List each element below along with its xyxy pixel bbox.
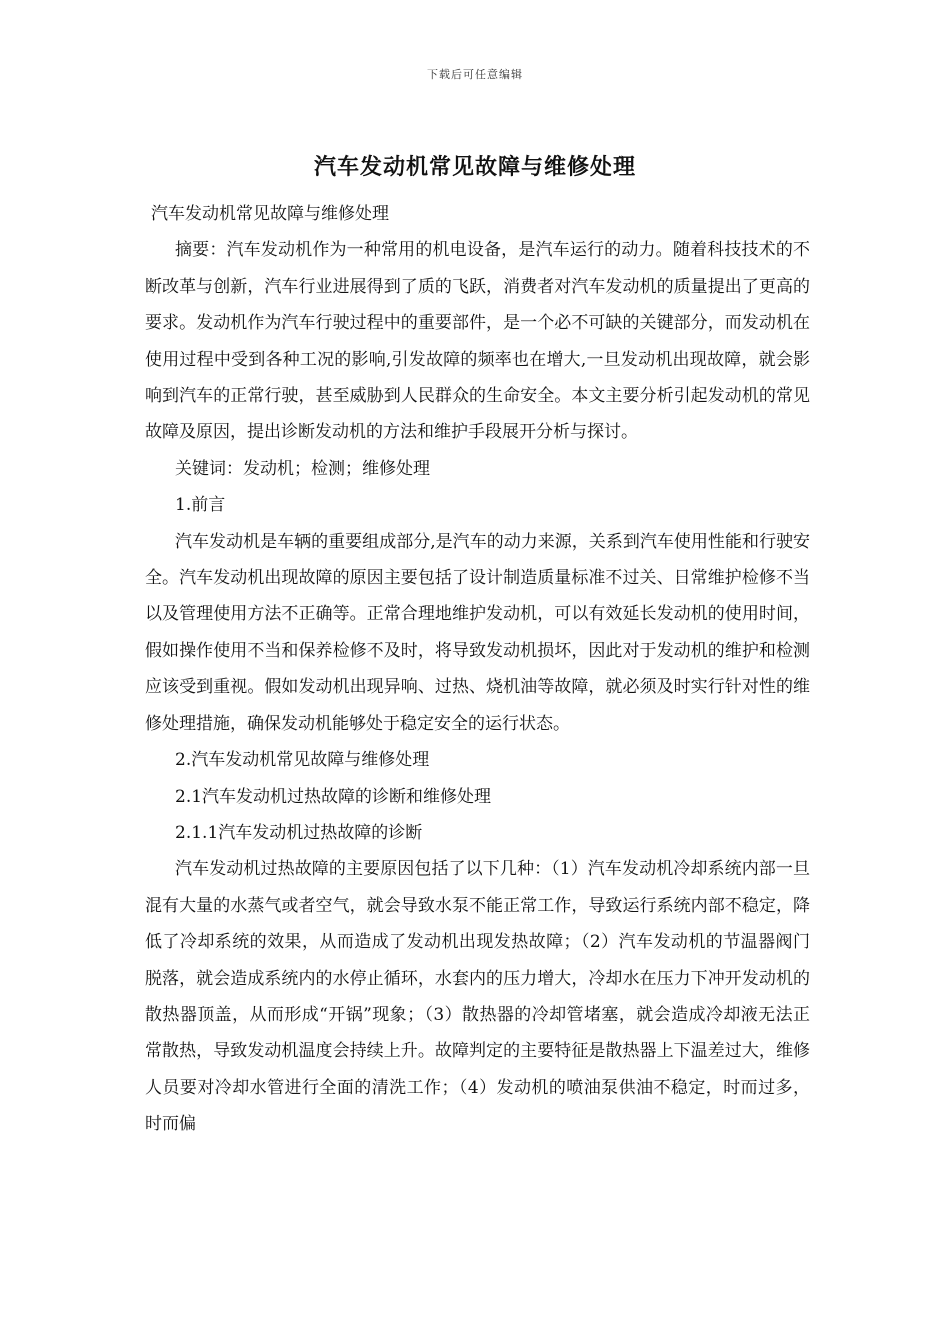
document-body (145, 196, 810, 1143)
section-2-heading: 2.汽车发动机常见故障与维修处理 (175, 750, 430, 771)
section-2-1-1-heading: 2.1.1汽车发动机过热故障的诊断 (175, 822, 423, 843)
header-note: 下载后可任意编辑 (427, 68, 523, 81)
keywords-line: 关键词：发动机；检测；维修处理 (175, 458, 430, 479)
section-1-heading: 1.前言 (175, 495, 226, 516)
section-2-1-heading: 2.1汽车发动机过热故障的诊断和维修处理 (175, 786, 492, 807)
abstract-paragraph: 摘要：汽车发动机作为一种常用的机电设备，是汽车运行的动力。随着科技技术的不断改革与创新，汽车行业进展得到了质的飞跃，消费者对汽车发动机的质量提出了更高的要求。发动机作为汽车行驶过程中的重要部件，是一个必不可缺的关键部分，而发动机在使用过程中受到各种工况的影响,引发故障的频率也在增大,一旦发动机出现故障，就会影响到汽车的正常行驶，甚至威胁到人民群众的生命安全。本文主要分析引起发动机的常见故障及原因，提出诊断发动机的方法和维护手段展开分析与探讨。 (145, 240, 810, 443)
section-2-1-1-paragraph: 汽车发动机过热故障的主要原因包括了以下几种：（1）汽车发动机冷却系统内部一旦混有大量的水蒸气或者空气，就会导致水泵不能正常工作，导致运行系统内部不稳定，降低了冷却系统的效果，从而造成了发动机出现发热故障；（2）汽车发动机的节温器阀门脱落，就会造成系统内的水停止循环，水套内的压力增大，冷却水在压力下冲开发动机的散热器顶盖，从而形成“开锅”现象；（3）散热器的冷却管堵塞，就会造成冷却液无法正常散热，导致发动机温度会持续上升。故障判定的主要特征是散热器上下温差过大，维修人员要对冷却水管进行全面的清洗工作；（4）发动机的喷油泵供油不稳定，时而过多，时而偏 (145, 859, 810, 1135)
document-subtitle: 汽车发动机常见故障与维修处理 (151, 204, 389, 224)
section-1-paragraph: 汽车发动机是车辆的重要组成部分,是汽车的动力来源，关系到汽车使用性能和行驶安全。汽车发动机出现故障的原因主要包括了设计制造质量标准不过关、日常维护检修不当以及管理使用方法不正确等。正常合理地维护发动机，可以有效延长发动机的使用时间，假如操作使用不当和保养检修不及时，将导致发动机损坏，因此对于发动机的维护和检测应该受到重视。假如发动机出现异响、过热、烧机油等故障，就必须及时实行针对性的维修处理措施，确保发动机能够处于稳定安全的运行状态。 (145, 531, 810, 734)
document-title: 汽车发动机常见故障与维修处理 (313, 154, 636, 180)
